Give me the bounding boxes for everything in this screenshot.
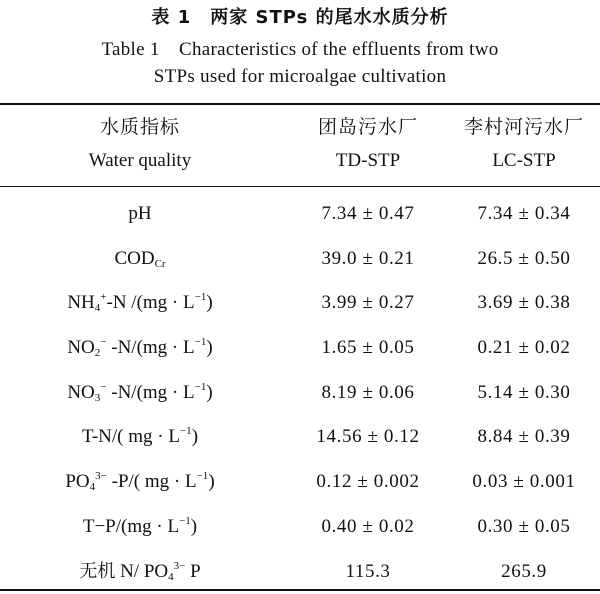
table-row (0, 326, 600, 371)
table-row (0, 415, 600, 460)
header-td-stp-zh: 团岛污水厂 (288, 112, 448, 142)
param-end: P (185, 561, 200, 582)
param-sup: − (100, 381, 106, 393)
header-water-quality-zh: 水质指标 (10, 112, 270, 142)
param-end: ) (192, 426, 198, 447)
param-cell (10, 505, 270, 550)
lc-stp-value: 26.5 ± 0.50 (448, 237, 600, 282)
param-base: T-N/( mg · L (82, 426, 180, 447)
param-end: ) (206, 382, 212, 403)
td-stp-value: 0.12 ± 0.002 (288, 460, 448, 505)
header-lc-stp-en: LC-STP (448, 146, 600, 176)
param-sub: 4 (95, 302, 101, 314)
table-top-rule (0, 103, 600, 105)
lc-stp-value: 5.14 ± 0.30 (448, 371, 600, 416)
header-water-quality-en: Water quality (10, 146, 270, 176)
table-row (0, 371, 600, 416)
param-sub: 3 (95, 392, 101, 404)
param-prefix-zh: 无机 (79, 561, 115, 582)
table-row (0, 550, 600, 594)
header-td-stp (288, 112, 448, 176)
lc-stp-value: 7.34 ± 0.34 (448, 192, 600, 237)
lc-stp-value: 265.9 (448, 550, 600, 594)
param-base: NO (67, 382, 94, 403)
header-lc-stp (448, 112, 600, 176)
param-sup: 3− (174, 560, 186, 572)
td-stp-value: 7.34 ± 0.47 (288, 192, 448, 237)
table-row (0, 192, 600, 237)
param-sub: 4 (90, 481, 96, 493)
td-stp-value: 1.65 ± 0.05 (288, 326, 448, 371)
param-rest: -N /(mg · L (107, 292, 195, 313)
table-body (0, 192, 600, 594)
table-row (0, 460, 600, 505)
table-row (0, 237, 600, 282)
header-lc-stp-zh: 李村河污水厂 (448, 112, 600, 142)
param-end: ) (191, 516, 197, 537)
param-cell (10, 371, 270, 416)
param-rest-sup: −1 (195, 381, 207, 393)
param-end: ) (206, 292, 212, 313)
param-sup: 3− (95, 470, 107, 482)
param-base: NO (67, 337, 94, 358)
lc-stp-value: 0.30 ± 0.05 (448, 505, 600, 550)
param-end: ) (208, 471, 214, 492)
param-rest-sup: −1 (195, 291, 207, 303)
param-cell (10, 460, 270, 505)
header-bottom-rule (0, 186, 600, 187)
table-row (0, 281, 600, 326)
lc-stp-value: 0.21 ± 0.02 (448, 326, 600, 371)
param-base: N/ PO (115, 561, 168, 582)
lc-stp-value: 0.03 ± 0.001 (448, 460, 600, 505)
param-base: PO (65, 471, 89, 492)
header-water-quality (10, 112, 270, 176)
param-cell (10, 192, 270, 237)
param-rest-sup: −1 (195, 336, 207, 348)
param-rest: -N/(mg · L (107, 337, 195, 358)
table-row (0, 505, 600, 550)
param-rest: -P/( mg · L (107, 471, 197, 492)
param-rest-sup: −1 (179, 515, 191, 527)
param-cell (10, 550, 270, 594)
param-cell (10, 415, 270, 460)
param-sup: − (100, 336, 106, 348)
param-sub: 2 (95, 347, 101, 359)
param-rest-sup: −1 (197, 470, 209, 482)
td-stp-value: 39.0 ± 0.21 (288, 237, 448, 282)
param-sub: 4 (168, 571, 174, 583)
td-stp-value: 0.40 ± 0.02 (288, 505, 448, 550)
lc-stp-value: 8.84 ± 0.39 (448, 415, 600, 460)
param-cell (10, 237, 270, 282)
table-caption-en-line2: STPs used for microalgae cultivation (0, 66, 600, 88)
table-bottom-rule (0, 589, 600, 591)
param-sub: Cr (155, 258, 166, 270)
param-base: T−P/(mg · L (83, 516, 179, 537)
td-stp-value: 8.19 ± 0.06 (288, 371, 448, 416)
param-rest-sup: −1 (180, 425, 192, 437)
param-rest: -N/(mg · L (107, 382, 195, 403)
param-base: COD (114, 248, 154, 269)
param-cell (10, 326, 270, 371)
table-caption-zh: 表 1 两家 STPs 的尾水水质分析 (0, 3, 600, 29)
param-base: pH (128, 203, 151, 224)
lc-stp-value: 3.69 ± 0.38 (448, 281, 600, 326)
header-td-stp-en: TD-STP (288, 146, 448, 176)
td-stp-value: 14.56 ± 0.12 (288, 415, 448, 460)
param-cell (10, 281, 270, 326)
param-end: ) (206, 337, 212, 358)
td-stp-value: 3.99 ± 0.27 (288, 281, 448, 326)
param-base: NH (67, 292, 94, 313)
table-caption-en-line1: Table 1 Characteristics of the effluents from two (0, 34, 600, 61)
td-stp-value: 115.3 (288, 550, 448, 594)
param-sup: + (100, 291, 106, 303)
